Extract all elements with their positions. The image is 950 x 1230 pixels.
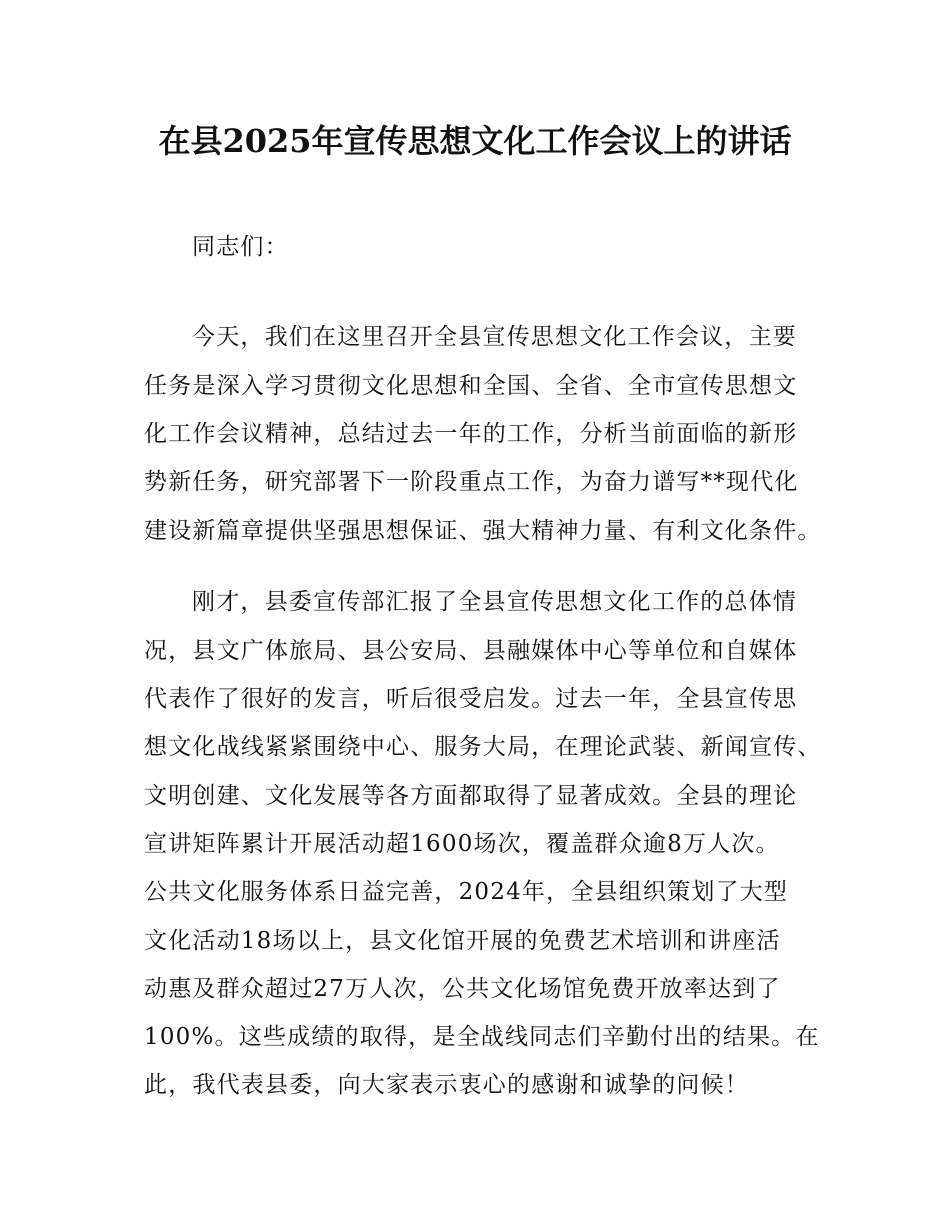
paragraph-line: 100%。这些成绩的取得，是全战线同志们辛勤付出的结果。在 <box>144 1024 820 1050</box>
document-title: 在县2025年宣传思想文化工作会议上的讲话 <box>158 122 792 160</box>
paragraph-line: 刚才，县委宣传部汇报了全县宣传思想文化工作的总体情 <box>192 589 797 615</box>
paragraph-line: 想文化战线紧紧围绕中心、服务大局，在理论武装、新闻宣传、 <box>144 734 822 760</box>
paragraph-line: 代表作了很好的发言，听后很受启发。过去一年，全县宣传思 <box>144 686 798 712</box>
paragraph-line: 文化活动18场以上，县文化馆开展的免费艺术培训和讲座活 <box>144 928 781 954</box>
paragraph-line: 况，县文广体旅局、县公安局、县融媒体中心等单位和自媒体 <box>144 638 798 664</box>
paragraph-line: 此，我代表县委，向大家表示衷心的感谢和诚挚的问候！ <box>144 1072 749 1098</box>
salutation: 同志们： <box>192 234 289 260</box>
paragraph-line: 任务是深入学习贯彻文化思想和全国、全省、全市宣传思想文 <box>144 373 798 399</box>
paragraph-line: 宣讲矩阵累计开展活动超1600场次，覆盖群众逾8万人次。 <box>144 831 780 857</box>
paragraph-line: 今天，我们在这里召开全县宣传思想文化工作会议，主要 <box>192 324 797 350</box>
paragraph-line: 公共文化服务体系日益完善，2024年，全县组织策划了大型 <box>144 879 789 905</box>
paragraph-line: 动惠及群众超过27万人次，公共文化场馆免费开放率达到了 <box>144 976 781 1002</box>
paragraph-line: 势新任务，研究部署下一阶段重点工作，为奋力谱写**现代化 <box>144 469 799 495</box>
paragraph-line: 建设新篇章提供坚强思想保证、强大精神力量、有利文化条件。 <box>144 518 822 544</box>
paragraph-line: 文明创建、文化发展等各方面都取得了显著成效。全县的理论 <box>144 783 798 809</box>
paragraph-line: 化工作会议精神，总结过去一年的工作，分析当前面临的新形 <box>144 421 798 447</box>
